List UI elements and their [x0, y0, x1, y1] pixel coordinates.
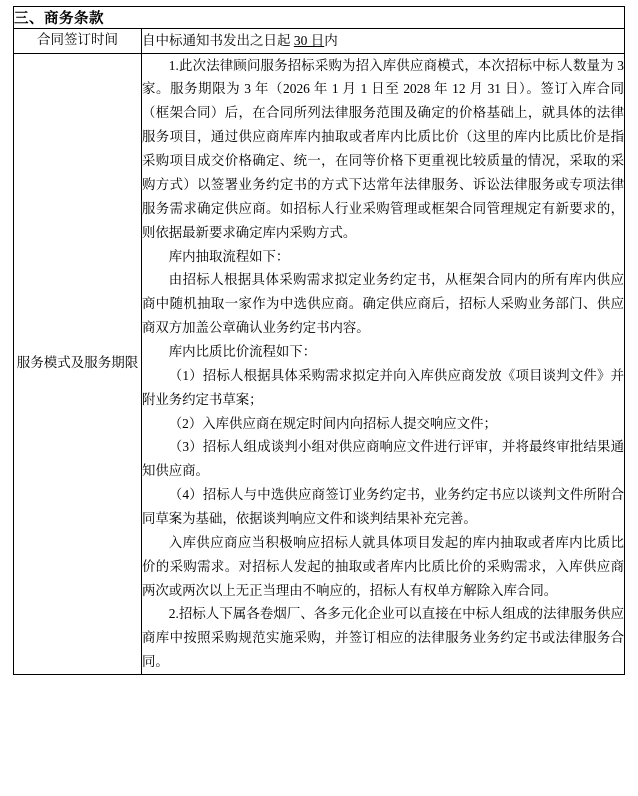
contract-sign-time-underlined: 30 日 — [293, 33, 325, 48]
paragraph-7: （3）招标人组成谈判小组对供应商响应文件进行评审，并将最终审批结果通知供应商。 — [142, 439, 624, 479]
paragraph-10: 2.招标人下属各卷烟厂、各多元化企业可以直接在中标人组成的法律服务供应商库中按照采购规范实施采购，并签订相应的法律服务业务约定书或法律服务合同。 — [142, 606, 624, 670]
paragraph-1: 1.此次法律顾问服务招标采购为招入库供应商模式，本次招标中标人数量为 3 家。服务期限为 3 年（2026 年 1 月 1 日至 2028 年 12 月 31 日）。签订入库合同（框架合同）后，在合同所列法律服务范围及确定的价格基础上，就具体的法律服务项目，通过供应商库库内抽取或者库内比质比价（这里的库内比质比价是指采购项目成交价格确定、统一，在同等价格下更重视比较质量的情况，采取的采购方式）以签署业务约定书的方式下达常年法律服务、诉讼法律服务或专项法律服务需求确定供应商。如招标人行业采购管理或框架合同管理规定有新要求的，则依据最新要求确定库内采购方式。 — [142, 57, 624, 240]
contract-sign-time-prefix: 自中标通知书发出之日起 — [142, 33, 294, 48]
contract-sign-time-suffix: 内 — [324, 33, 338, 48]
paragraph-6: （2）入库供应商在规定时间内向招标人提交响应文件； — [168, 415, 497, 431]
paragraph-3: 由招标人根据具体采购需求拟定业务约定书，从框架合同内的所有库内供应商中随机抽取一家作为中选供应商。确定供应商后，招标人采购业务部门、供应商双方加盖公章确认业务约定书内容。 — [142, 272, 624, 336]
paragraph-8: （4）招标人与中选供应商签订业务约定书，业务约定书应以谈判文件所附合同草案为基础，依据谈判响应文件和谈判结果补充完善。 — [142, 487, 624, 526]
row-value-service-mode-period — [142, 53, 625, 674]
document-page — [0, 6, 638, 796]
business-terms-table — [13, 6, 625, 675]
paragraph-9: 入库供应商应当积极响应招标人就具体项目发起的库内抽取或者库内比质比价的采购需求。对招标人发起的抽取或者库内比质比价的采购需求，入库供应商两次或两次以上无正当理由不响应的，招标人有权单方解除入库合同。 — [142, 534, 624, 598]
paragraph-2: 库内抽取流程如下： — [168, 248, 290, 264]
paragraph-4: 库内比质比价流程如下： — [168, 343, 317, 359]
row-value-contract-sign-time — [142, 29, 625, 54]
row-label-contract-sign-time: 合同签订时间 — [14, 29, 142, 54]
table-row-section-title — [14, 7, 625, 29]
table-row-service-mode-period — [14, 53, 625, 674]
section-title: 三、商务条款 — [14, 7, 625, 29]
paragraph-5: （1）招标人根据具体采购需求拟定并向入库供应商发放《项目谈判文件》并附业务约定书草案； — [142, 367, 624, 407]
row-label-service-mode-period: 服务模式及服务期限 — [14, 53, 142, 674]
table-row-contract-sign-time — [14, 29, 625, 54]
